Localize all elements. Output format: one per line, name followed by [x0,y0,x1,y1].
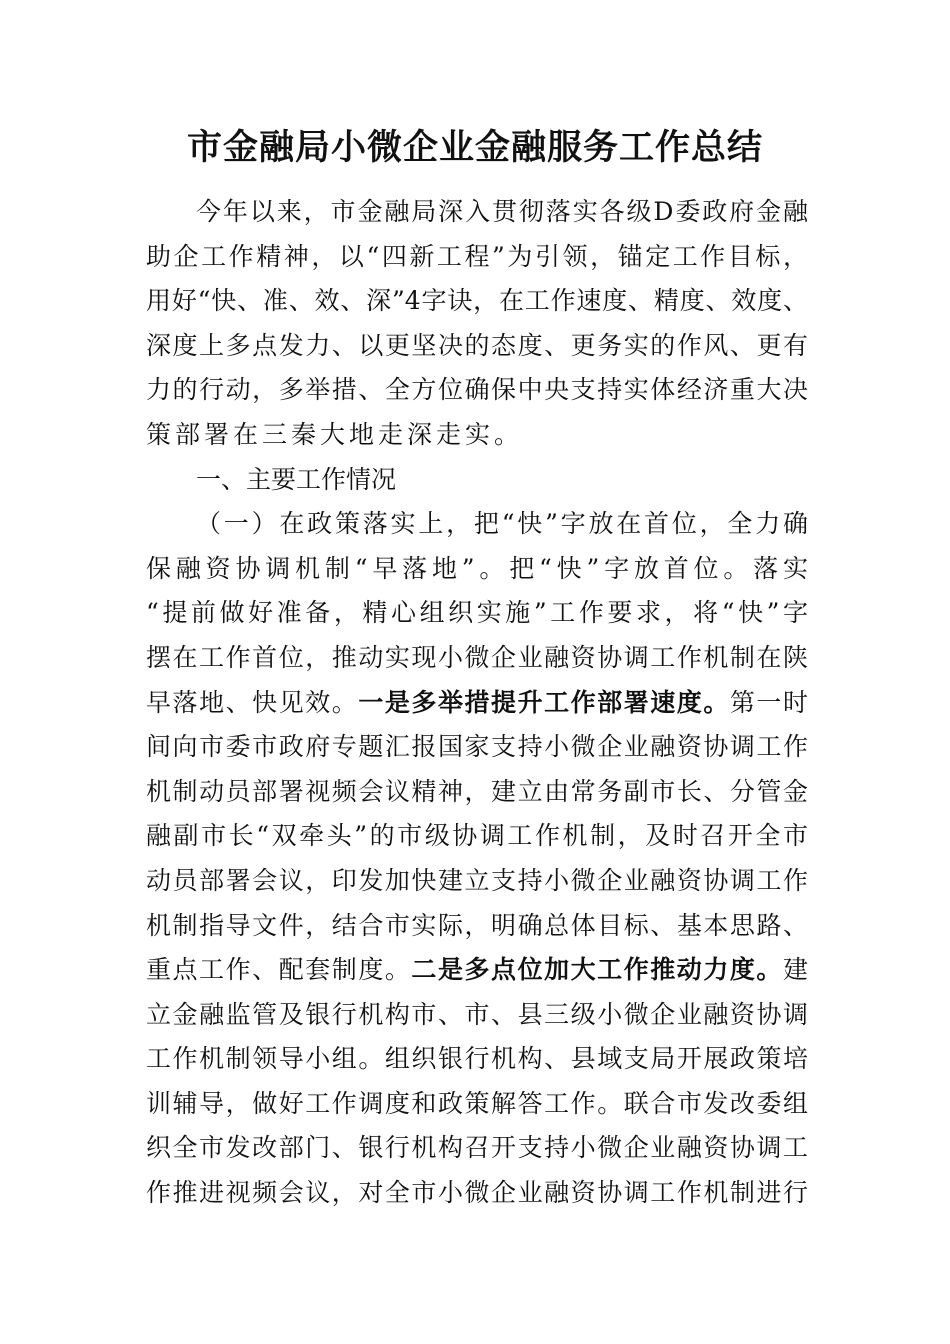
text-segment: 第一时 [729,687,808,717]
text-line [146,279,808,324]
text-segment: 策部署在三秦大地走深走实。 [146,419,524,449]
text-line [146,1171,808,1216]
text-line [146,770,808,815]
section-heading [146,458,808,503]
text-line [146,502,808,547]
text-segment: 动员部署会议，印发加快建立支持小微企业融资协调工作 [146,865,808,895]
text-segment: 早落地、快见效。 [146,687,359,717]
text-segment: 深度上多点发力、以更坚决的态度、更务实的作风、更有 [146,330,808,360]
text-line [146,948,808,993]
text-line [146,1037,808,1082]
text-segment: “提前做好准备，精心组织实施”工作要求，将“快”字 [146,598,808,628]
text-line [146,859,808,904]
text-segment: 摆在工作首位，推动实现小微企业融资协调工作机制在陕 [146,642,808,672]
text-line [146,1082,808,1127]
text-segment: 重点工作、配套制度。 [146,955,412,985]
text-segment: 机制动员部署视频会议精神，建立由常务副市长、分管金 [146,776,808,806]
text-line [146,681,808,726]
text-segment: 融副市长“双牵头”的市级协调工作机制，及时召开全市 [146,821,808,851]
text-line [146,368,808,413]
text-segment: 立金融监管及银行机构市、市、县三级小微企业融资协调 [146,999,808,1029]
text-segment: 助企工作精神，以“四新工程”为引领，锚定工作目标， [146,241,808,271]
text-segment: （一）在政策落实上，把“快”字放在首位，全力确 [196,509,808,539]
text-segment: 建 [782,955,808,985]
text-segment: 今年以来，市金融局深入贯彻落实各级D委政府金融 [196,197,808,226]
text-segment: 用好“快、准、效、深”4字诀，在工作速度、精度、效度、 [146,286,808,316]
text-segment: 机制指导文件，结合市实际，明确总体目标、基本思路、 [146,910,808,940]
text-segment: 一、主要工作情况 [196,464,397,494]
text-segment: 织全市发改部门、银行机构召开支持小微企业融资协调工 [146,1133,808,1163]
text-line [146,1126,808,1171]
text-segment: 保融资协调机制“早落地”。把“快”字放首位。落实 [146,553,808,583]
text-line [146,993,808,1038]
text-line [146,190,808,235]
bold-lead-phrase: 二是多点位加大工作推动力度。 [411,955,783,985]
text-line [146,547,808,592]
text-line [146,235,808,280]
text-segment: 力的行动，多举措、全方位确保中央支持实体经济重大决 [146,375,808,405]
text-segment: 工作机制领导小组。组织银行机构、县域支局开展政策培 [146,1044,808,1074]
document-body [146,190,808,1216]
text-line [146,725,808,770]
text-line [146,591,808,636]
text-segment: 训辅导，做好工作调度和政策解答工作。联合市发改委组 [146,1088,808,1118]
text-line [146,413,808,458]
text-line [146,324,808,369]
text-segment: 作推进视频会议，对全市小微企业融资协调工作机制进行 [146,1178,808,1208]
text-segment: 间向市委市政府专题汇报国家支持小微企业融资协调工作 [146,732,808,762]
text-line [146,636,808,681]
text-line [146,904,808,949]
bold-lead-phrase: 一是多举措提升工作部署速度。 [358,687,730,717]
text-line [146,814,808,859]
document-title: 市金融局小微企业金融服务工作总结 [186,127,763,168]
